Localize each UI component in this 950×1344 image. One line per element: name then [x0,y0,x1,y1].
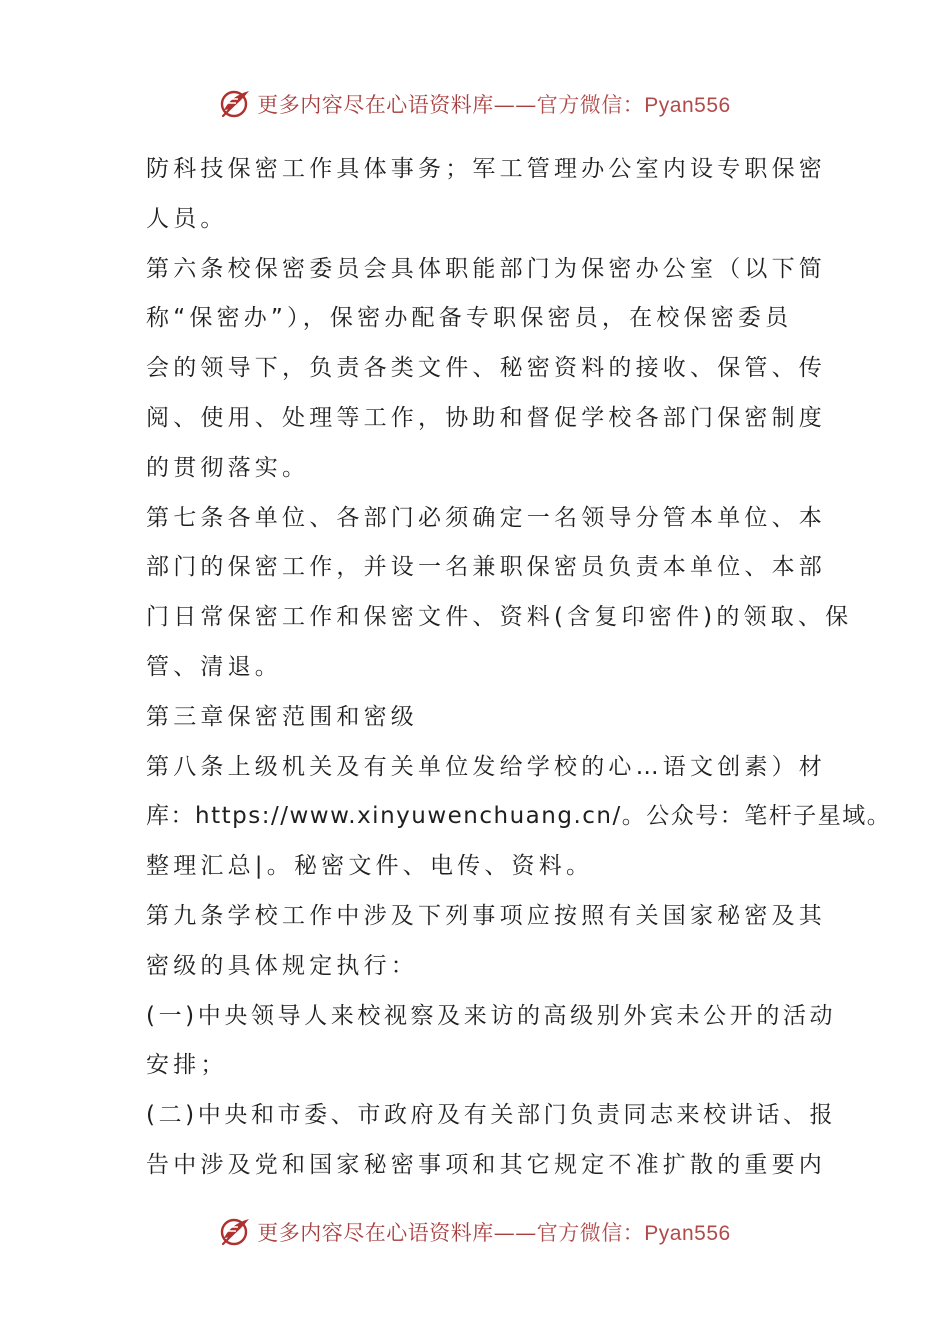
body-line-url: 库：https://www.xinyuwenchuang.cn/。公众号：笔杆子星域。 [146,803,892,830]
header-banner [0,84,950,124]
body-line: (二)中央和市委、市政府及有关部门负责同志来校讲话、报 [146,1102,837,1129]
banner-wechat-id: Pyan556 [644,94,731,117]
banner-main-text: 更多内容尽在心语资料库 [257,93,494,117]
banner-separator: —— [493,93,537,117]
footer-banner [0,1212,950,1252]
banner-main-text: 更多内容尽在心语资料库 [257,1221,494,1245]
body-line: 会的领导下，负责各类文件、秘密资料的接收、保管、传 [146,355,826,382]
document-body [146,145,892,1191]
body-line: 门日常保密工作和保密文件、资料(含复印密件)的领取、保 [146,604,853,631]
body-line: 人员。 [146,205,228,232]
banner-separator: —— [493,1221,537,1245]
banner-text [257,89,730,119]
body-line: 第七条各单位、各部门必须确定一名领导分管本单位、本 [146,504,826,531]
body-line: 第九条学校工作中涉及下列事项应按照有关国家秘密及其 [146,902,826,929]
quill-pen-logo-icon [219,1215,253,1249]
body-line: 阅、使用、处理等工作，协助和督促学校各部门保密制度 [146,404,826,431]
body-line: 的贯彻落实。 [146,454,310,481]
body-line: 整理汇总|。秘密文件、电传、资料。 [146,853,594,880]
body-line: (一)中央领导人来校视察及来访的高级别外宾未公开的活动 [146,1002,837,1029]
body-line: 密级的具体规定执行： [146,952,418,979]
body-line: 部门的保密工作，并设一名兼职保密员负责本单位、本部 [146,554,826,581]
body-line: 称“保密办”），保密办配备专职保密员，在校保密委员 [146,305,793,332]
chapter-heading: 第三章保密范围和密级 [146,703,418,730]
quill-pen-logo-icon [219,87,253,121]
banner-wechat-label: 官方微信： [536,1221,645,1245]
banner-wechat-id: Pyan556 [644,1222,731,1245]
body-line: 安排； [146,1052,228,1079]
body-line: 管、清退。 [146,653,282,680]
body-line: 第六条校保密委员会具体职能部门为保密办公室（以下简 [146,255,826,282]
body-line: 防科技保密工作具体事务；军工管理办公室内设专职保密 [146,156,826,182]
banner-text [257,1217,730,1247]
body-line: 第八条上级机关及有关单位发给学校的心…语文创素）材 [146,753,826,780]
banner-wechat-label: 官方微信： [536,93,645,117]
body-line: 告中涉及党和国家秘密事项和其它规定不准扩散的重要内 [146,1151,826,1178]
